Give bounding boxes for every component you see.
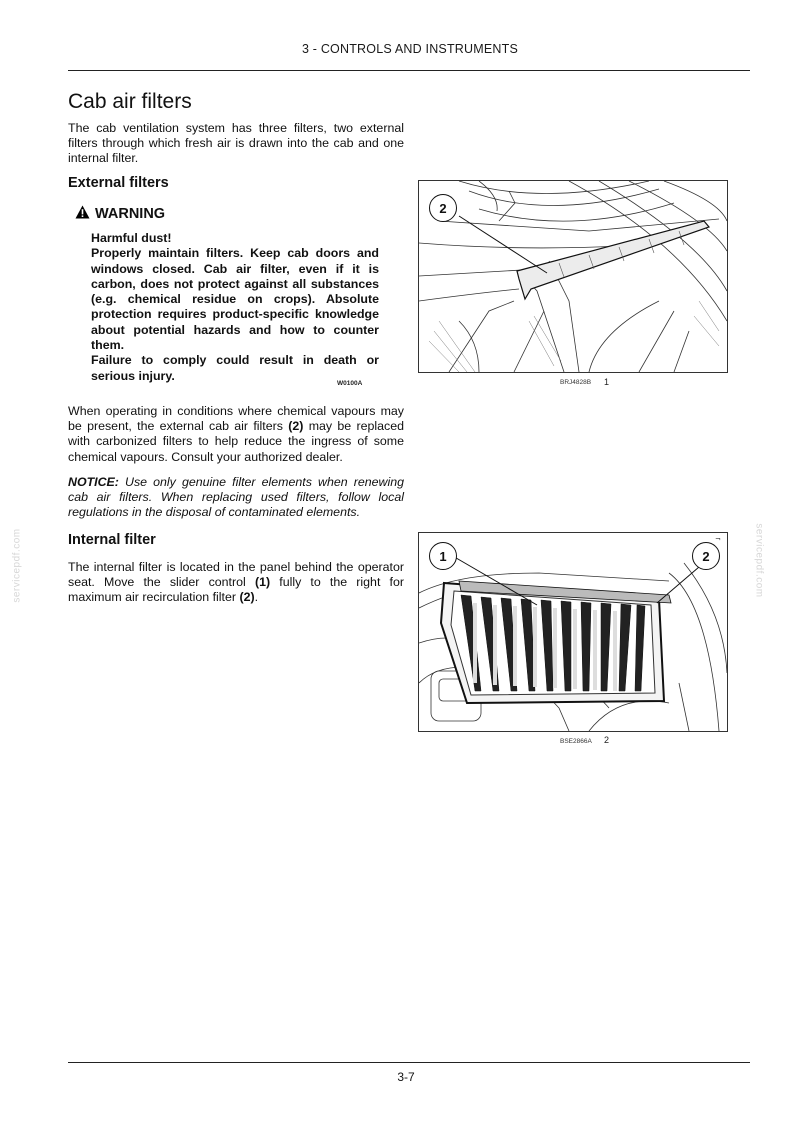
internal-ref-1: (1) [254,575,271,590]
figure-1-code: BRJ4828B [560,379,592,386]
notice-text: Use only genuine filter elements when renewing cab air filters. When replacing used filters, follow local regulations in the disposal of contaminated elements. [68,475,404,520]
page-title: Cab air filters [68,90,192,113]
running-header: 3 - CONTROLS AND INSTRUMENTS [301,42,519,56]
figure-1-drawing [419,181,727,372]
figure-1-number: 1 [604,377,610,387]
warning-header [75,205,385,223]
figure-2-code: BSE2866A [560,738,592,745]
warning-body: Properly maintain filters. Keep cab doors and windows closed. Cab air filter, even if it is carbon, does not protect against all substances (e.g. chemical residue on crops). Absolute protection requires product-specific knowledge about potential hazards and how to counter them. [91,246,379,353]
warning-code: W0100A [337,380,363,387]
internal-paragraph [68,560,404,606]
internal-text-end: . [254,590,259,605]
figure-2-drawing [419,533,727,731]
watermark-left: servicepdf.com [11,528,23,603]
footer-rule [68,1062,750,1063]
external-paragraph [68,404,404,465]
internal-text-1: The internal filter is located in the panel behind the operator seat. Move the slider control [68,560,404,590]
figure-2-callout-2: 2 [692,542,720,570]
internal-ref-2: (2) [239,590,255,605]
warning-line1: Harmful dust! [91,231,172,245]
figure-2-internal-filter [418,532,728,732]
internal-text-2: fully to the right for maximum air recirculation filter [68,575,404,605]
external-text-2: may be replaced with carbonized filters to help reduce the ingress of some chemical vapours. Consult your authorized dealer. [68,419,404,464]
external-text-1: When operating in conditions where chemical vapours may be present, the external cab air filters [68,404,404,434]
warning-label: WARNING [95,206,166,222]
svg-text:¬: ¬ [715,535,721,543]
notice-label: NOTICE: [68,475,119,489]
warning-consequence: Failure to comply could result in death or serious injury. [91,353,379,383]
notice-paragraph [68,475,404,521]
header-rule [68,70,750,71]
warning-triangle-icon [75,205,90,223]
external-filters-heading: External filters [68,175,169,191]
warning-box [75,205,385,384]
intro-paragraph: The cab ventilation system has three filters, two external filters through which fresh air is drawn into the cab and one internal filter. [68,121,404,166]
watermark-right: servicepdf.com [753,523,765,598]
figure-1-external-filter [418,180,728,373]
page-number: 3-7 [397,1070,415,1084]
figure-2-callout-1: 1 [429,542,457,570]
figure-1-callout-2: 2 [429,194,457,222]
figure-2-number: 2 [604,735,610,745]
external-ref: (2) [288,419,304,434]
internal-filter-heading: Internal filter [68,532,156,548]
